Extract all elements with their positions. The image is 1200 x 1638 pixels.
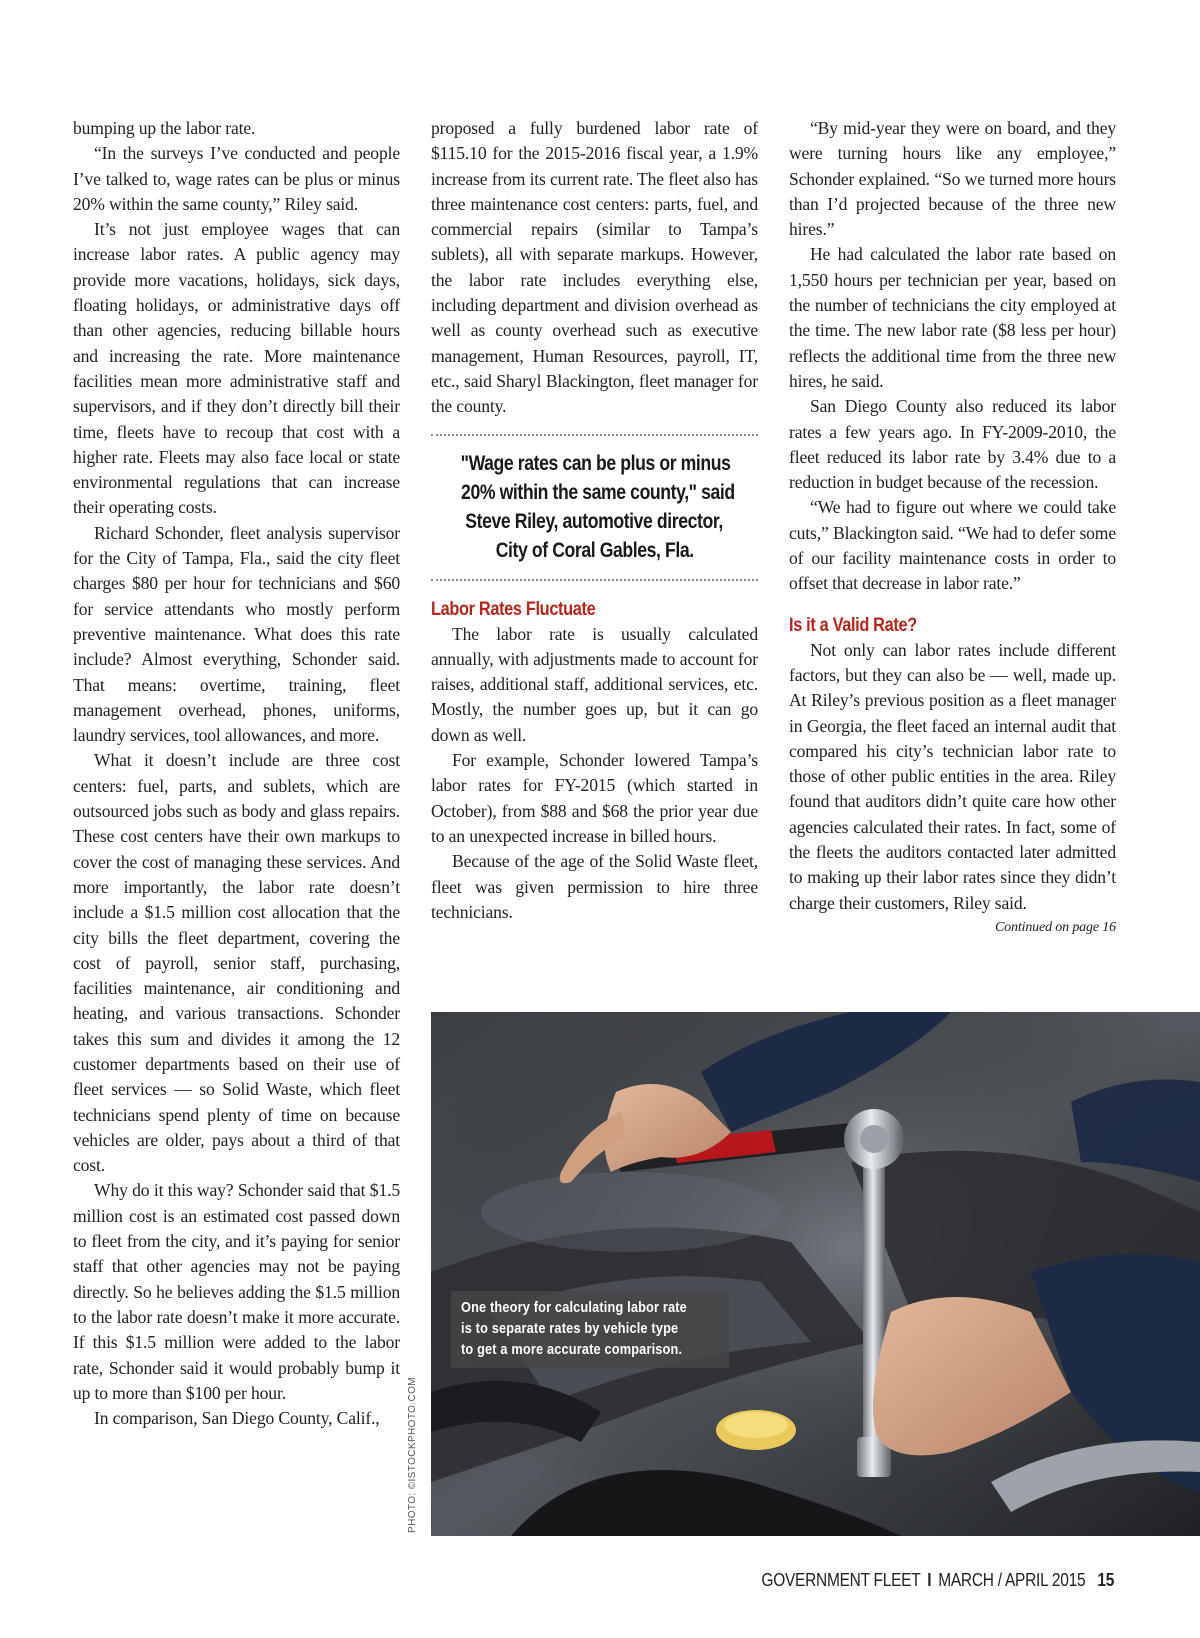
caption-line: to get a more accurate comparison.: [461, 1341, 683, 1358]
article-column-2: [431, 116, 758, 925]
section-heading-labor-rates-fluctuate: Labor Rates Fluctuate: [431, 598, 596, 620]
body-paragraph: San Diego County also reduced its labor rates a few years ago. In FY-2009-2010, the fleet reduced its labor rate by 3.4% due to a reduction in budget because of the recession.: [789, 396, 1116, 493]
photo-caption: [451, 1291, 729, 1368]
caption-line: One theory for calculating labor rate: [461, 1299, 687, 1316]
page-number: 15: [1097, 1570, 1114, 1590]
issue-date: MARCH / APRIL 2015: [938, 1570, 1086, 1590]
body-paragraph: The labor rate is usually calculated annually, with adjustments made to account for raises, additional staff, additional services, etc. Mostly, the number goes up, but it can go down as well.: [431, 623, 758, 745]
photo-credit: PHOTO: ©ISTOCKPHOTO.COM: [407, 1376, 418, 1533]
article-column-1: [73, 116, 400, 1431]
body-paragraph: Not only can labor rates include different factors, but they can also be — well, made up. At Riley’s previous position as a fleet manager in Georgia, the fleet faced an internal audit that compared his city’s technician labor rate to those of other public entities in the area. Riley found that auditors didn’t quite care how other agencies calculated their rates. In fact, some of the fleets the auditors contacted later admitted to making up their labor rates since they didn’t charge their customers, Riley said.: [789, 639, 1116, 913]
page-footer: [704, 1570, 1114, 1591]
body-paragraph: It’s not just employee wages that can increase labor rates. A public agency may provide more vacations, holidays, sick days, floating holidays, or administrative days off than other agencies, reducing billable hours and increasing the rate. More maintenance facilities mean more administrative staff and supervisors, and if they don’t directly bill their time, fleets have to recoup that cost with a higher rate. Fleets may also face local or state environmental regulations that can increase their operating costs.: [73, 219, 400, 518]
pull-quote-line: 20% within the same county," said: [461, 479, 735, 504]
mechanic-engine-photo: [431, 1012, 1200, 1536]
pull-quote-line: "Wage rates can be plus or minus: [460, 450, 731, 475]
body-paragraph: “In the surveys I’ve conducted and people I’ve talked to, wage rates can be plus or minus 20% within the same county,” Riley said.: [73, 143, 400, 214]
body-paragraph: Because of the age of the Solid Waste fleet, fleet was given permission to hire three technicians.: [431, 851, 758, 922]
body-paragraph: For example, Schonder lowered Tampa’s labor rates for FY-2015 (which started in October), from $88 and $68 the prior year due to an unexpected increase in billed hours.: [431, 750, 758, 846]
body-paragraph: What it doesn’t include are three cost centers: fuel, parts, and sublets, which are outsourced jobs such as body and glass repairs. These cost centers have their own markups to cover the cost of managing these services. And more importantly, the labor rate doesn’t include a $1.5 million cost allocation that the city bills the fleet department, covering the cost of payroll, senior staff, purchasing, facilities maintenance, air conditioning and heating, and various transactions. Schonder takes this sum and divides it among the 12 customer departments based on their use of fleet services — so Solid Waste, which fleet technicians spend plenty of time on because vehicles are older, pays about a third of that cost.: [73, 750, 400, 1176]
publication-name: GOVERNMENT FLEET: [761, 1570, 921, 1590]
pull-quote: [431, 434, 758, 581]
body-paragraph: Why do it this way? Schonder said that $1.5 million cost is an estimated cost passed down to fleet from the city, and it’s paying for senior staff that other agencies may not be paying directly. So he believes adding the $1.5 million to the labor rate doesn’t make it more accurate. If this $1.5 million were added to the labor rate, Schonder said it would probably bump it up to more than $100 per hour.: [73, 1180, 400, 1403]
body-paragraph: “We had to figure out where we could take cuts,” Blackington said. “We had to defer some of our facility maintenance costs in order to offset that decrease in labor rate.”: [789, 497, 1116, 594]
footer-separator: I: [927, 1570, 932, 1590]
body-paragraph: In comparison, San Diego County, Calif.,: [94, 1408, 380, 1429]
section-heading-valid-rate: Is it a Valid Rate?: [789, 614, 917, 636]
body-paragraph: bumping up the labor rate.: [73, 118, 256, 138]
article-column-3: [789, 116, 1116, 938]
body-paragraph: “By mid-year they were on board, and they were turning hours like any employee,” Schonder explained. “So we turned more hours than I’d projected because of the three new hires.”: [789, 118, 1116, 240]
pull-quote-line: Steve Riley, automotive director,: [465, 508, 724, 533]
body-paragraph: He had calculated the labor rate based on 1,550 hours per technician per year, based on the number of technicians the city employed at the time. The new labor rate ($8 less per hour) reflects the additional time from the three new hires, he said.: [789, 244, 1116, 391]
continued-note: Continued on page 16: [994, 919, 1116, 935]
pull-quote-line: City of Coral Gables, Fla.: [495, 537, 694, 562]
body-paragraph: Richard Schonder, fleet analysis supervisor for the City of Tampa, Fla., said the city fleet charges $80 per hour for technicians and $60 for service attendants who mostly perform preventive maintenance. What does this rate include? Almost everything, Schonder said. That means: overtime, training, fleet management overhead, phones, uniforms, laundry services, tool allowances, and more.: [73, 522, 400, 746]
caption-line: is to separate rates by vehicle type: [461, 1320, 679, 1337]
body-paragraph: proposed a fully burdened labor rate of $115.10 for the 2015-2016 fiscal year, a 1.9% increase from its current rate. The fleet also has three maintenance cost centers: parts, fuel, and commercial repairs (similar to Tampa’s sublets), all with separate markups. However, the labor rate includes everything else, including department and division overhead as well as county overhead such as executive management, Human Resources, payroll, IT, etc., said Sharyl Blackington, fleet manager for the county.: [431, 118, 758, 417]
